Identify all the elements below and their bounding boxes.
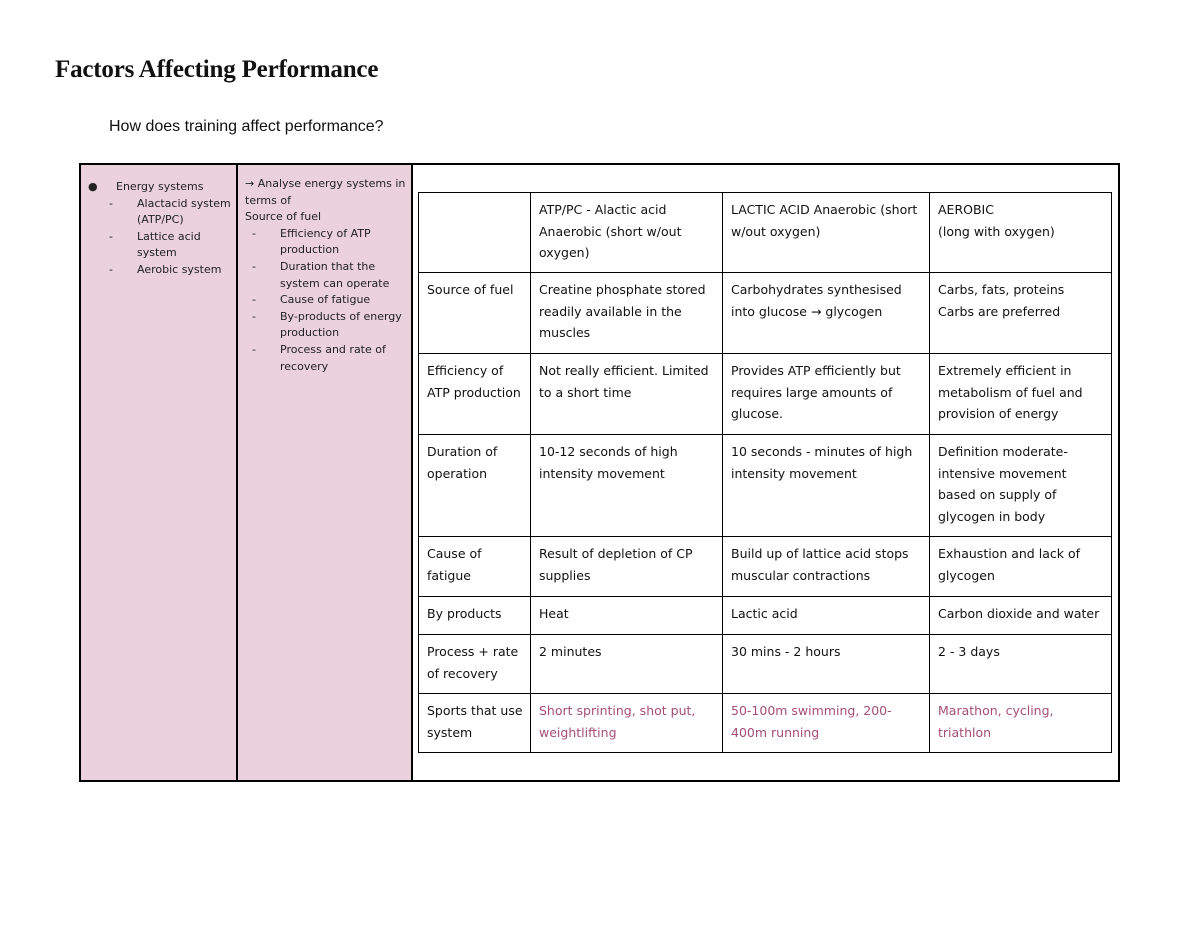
- table-row: [419, 597, 1112, 635]
- analysis-intro: → Analyse energy systems in terms of: [245, 177, 406, 207]
- header-lactic-acid: LACTIC ACID Anaerobic (short w/out oxygen): [723, 193, 930, 273]
- cell-aerobic: Definition moderate-intensive movement based on supply of glycogen in body: [930, 435, 1112, 537]
- row-label: Sports that use system: [419, 694, 531, 753]
- row-label: By products: [419, 597, 531, 635]
- cell-atp-pc: 10-12 seconds of high intensity movement: [531, 435, 723, 537]
- cell-lactic-acid: 10 seconds - minutes of high intensity movement: [723, 435, 930, 537]
- cell-atp-pc: Not really efficient. Limited to a short time: [531, 354, 723, 435]
- cell-aerobic: 2 - 3 days: [930, 635, 1112, 694]
- cell-lactic-acid: Build up of lattice acid stops muscular contractions: [723, 537, 930, 597]
- list-item: - Efficiency of ATP production: [252, 226, 371, 257]
- header-atp-pc: ATP/PC - Alactic acid Anaerobic (short w/out oxygen): [531, 193, 723, 273]
- dash-icon: -: [252, 259, 256, 273]
- cell-atp-pc: Heat: [531, 597, 723, 635]
- table-row: [419, 537, 1112, 597]
- analysis-column: [238, 165, 413, 780]
- cell-atp-pc: Short sprinting, shot put, weightlifting: [531, 694, 723, 753]
- list-item: - Lattice acid system: [109, 229, 201, 260]
- dash-icon: -: [252, 293, 256, 307]
- page-title: Factors Affecting Performance: [55, 56, 379, 83]
- header-aerobic: AEROBIC (long with oxygen): [930, 193, 1112, 273]
- row-label: Cause of fatigue: [419, 537, 531, 597]
- list-item: - By-products of energy production: [252, 309, 402, 340]
- dash-icon: -: [252, 342, 256, 356]
- dash-icon: -: [252, 226, 256, 240]
- list-item: - Process and rate of recovery: [252, 342, 386, 373]
- bullet-icon: ●: [88, 180, 98, 193]
- cell-lactic-acid: 50-100m swimming, 200-400m running: [723, 694, 930, 753]
- dash-icon: -: [109, 229, 113, 243]
- cell-aerobic: Carbs, fats, proteins Carbs are preferred: [930, 273, 1112, 354]
- table-row: [419, 635, 1112, 694]
- table-row: [419, 354, 1112, 435]
- list-item: - Duration that the system can operate: [252, 259, 390, 290]
- list-item: - Aerobic system: [88, 262, 233, 279]
- cell-aerobic: Exhaustion and lack of glycogen: [930, 537, 1112, 597]
- energy-systems-table: [418, 192, 1112, 753]
- energy-systems-bullet: [88, 179, 233, 196]
- table-row: [419, 273, 1112, 354]
- cell-atp-pc: 2 minutes: [531, 635, 723, 694]
- cell-lactic-acid: 30 mins - 2 hours: [723, 635, 930, 694]
- table-corner-cell: [419, 193, 531, 273]
- row-label: Source of fuel: [419, 273, 531, 354]
- table-row: [419, 435, 1112, 537]
- energy-systems-heading: Energy systems: [116, 180, 204, 193]
- cell-lactic-acid: Lactic acid: [723, 597, 930, 635]
- analysis-notes: [245, 176, 407, 375]
- row-label: Efficiency of ATP production: [419, 354, 531, 435]
- dash-icon: -: [109, 262, 113, 276]
- cell-aerobic: Marathon, cycling, triathlon: [930, 694, 1112, 753]
- cell-aerobic: Extremely efficient in metabolism of fuel and provision of energy: [930, 354, 1112, 435]
- dash-icon: -: [109, 196, 113, 210]
- cell-aerobic: Carbon dioxide and water: [930, 597, 1112, 635]
- table-header-row: [419, 193, 1112, 273]
- cell-lactic-acid: Carbohydrates synthesised into glucose → glycogen: [723, 273, 930, 354]
- cell-atp-pc: Result of depletion of CP supplies: [531, 537, 723, 597]
- page-question: How does training affect performance?: [109, 118, 384, 135]
- row-label: Process + rate of recovery: [419, 635, 531, 694]
- analysis-source-of-fuel: Source of fuel: [245, 210, 322, 224]
- row-label: Duration of operation: [419, 435, 531, 537]
- table-row: [419, 694, 1112, 753]
- energy-systems-list: [88, 179, 233, 279]
- energy-systems-column: [81, 165, 238, 780]
- cell-atp-pc: Creatine phosphate stored readily available in the muscles: [531, 273, 723, 354]
- dash-icon: -: [252, 309, 256, 323]
- cell-lactic-acid: Provides ATP efficiently but requires large amounts of glucose.: [723, 354, 930, 435]
- list-item: - Cause of fatigue: [245, 292, 407, 309]
- list-item: - Alactacid system (ATP/PC): [109, 196, 231, 227]
